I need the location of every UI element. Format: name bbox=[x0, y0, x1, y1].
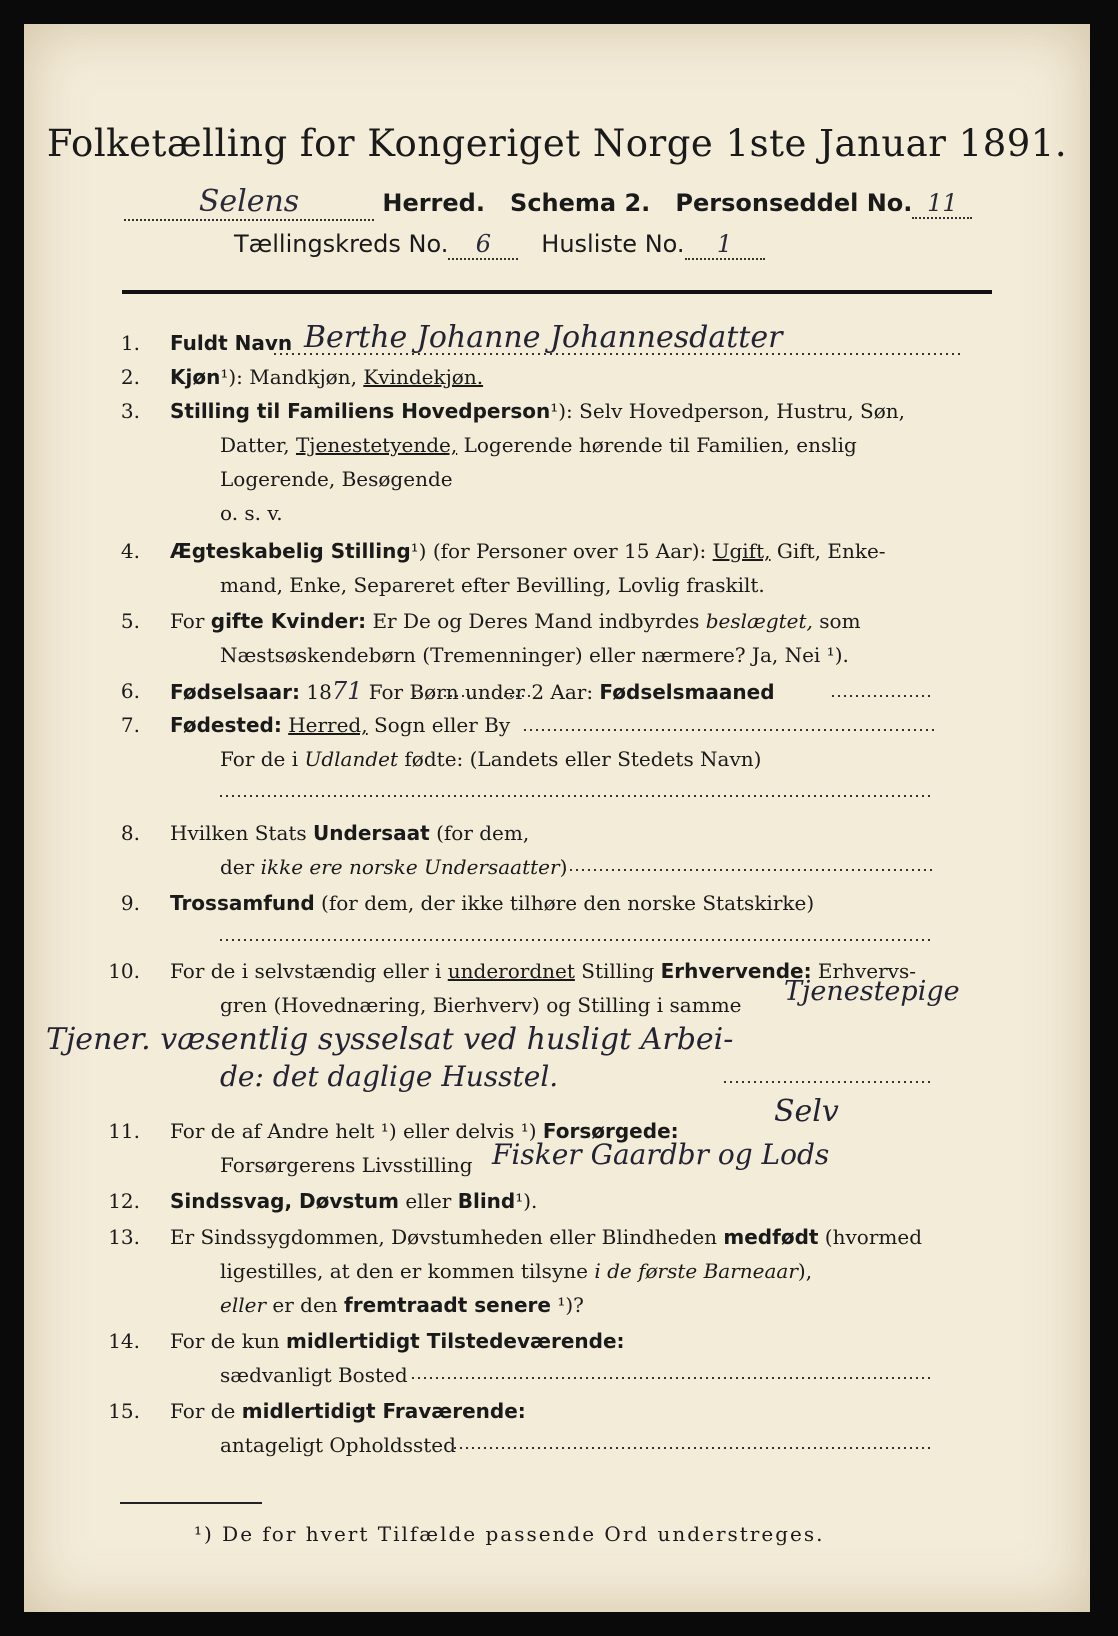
taellingskreds-label: Tællingskreds No. bbox=[234, 230, 449, 258]
footnote: ¹) De for hvert Tilfælde passende Ord understreges. bbox=[194, 1522, 825, 1546]
dotted-leaders bbox=[24, 24, 1090, 1612]
gender-selected: Kvindekjøn. bbox=[363, 365, 484, 389]
herred-label: Herred. bbox=[382, 189, 485, 217]
supported-value: Selv bbox=[774, 1094, 839, 1129]
herred-value: Selens bbox=[198, 184, 300, 219]
personseddel-no: 11 bbox=[927, 189, 958, 217]
marital-selected: Ugift, bbox=[712, 539, 771, 563]
form-title: Folketælling for Kongeriget Norge 1ste Januar 1891. bbox=[46, 122, 1068, 165]
occupation-value-2: Tjener. væsentlig sysselsat ved husligt Arbei- bbox=[46, 1022, 734, 1057]
full-name-value: Berthe Johanne Johannesdatter bbox=[304, 320, 783, 355]
occupation-value-3: de: det daglige Husstel. bbox=[220, 1060, 559, 1093]
husliste-label: Husliste No. bbox=[541, 230, 685, 258]
schema-label: Schema 2. bbox=[510, 189, 651, 217]
provider-occupation-value: Fisker Gaardbr og Lods bbox=[492, 1138, 830, 1171]
husliste-no: 1 bbox=[716, 230, 733, 258]
census-form: Folketælling for Kongeriget Norge 1ste Januar 1891. Selens Herred. Schema 2. Personseddel No. 11 Tællingskreds No. 6 Husliste No. 1 1. Fuldt Navn Berthe Johanne Johannesdatter 2. Kjøn¹): Mandkjøn, Kvindekjøn. 3. Stilling til Familiens Hovedperson¹): Selv Hovedperson, Hustru, Søn, Datter, Tjenestetyende, Logerende hørende til Familien, enslig Logerende, Besøgende o. s. v. 4. Ægteskabelig Stilling¹) (for Personer over 15 Aar): Ugift, Gift, Enke- mand, Enke, Separeret efter Bevilling, Lovlig fraskilt. 5. For gifte Kvinder: Er De og Deres Mand indbyrdes beslægtet, som Næstsøskendebørn (Tremenninger) eller nærmere? Ja, Nei ¹). 6. Fødselsaar: 1871 For Børn under 2 Aar: Fødselsmaaned 7. Fødested: Herred, Sogn eller By For de i Udlandet fødte: (Landets eller Stedets Navn) 8. Hvilken Stats Undersaat (for dem, der ikke ere norske Undersaatter) 9. Trossamfund (for dem, der ikke tilhøre den norske Statskirke) 10. For de i selvstændig eller i underordnet Stilling Erhvervende: Erhvervs- gren (Hovednæring, Bierhverv) og Stilling i samme Tjenestepige Tjener. væsentlig sysselsat ved husligt Arbei- de: det daglige Husstel. 11. For de af Andre helt ¹) eller delvis ¹) Forsørgede: Selv Forsørgerens Livsstilling Fisker Gaardbr og Lods 12. Sindssvag, Døvstum eller Blind¹). 13. Er Sindssygdommen, Døvstumheden eller Blindheden medfødt (hvormed ligestilles, at den er kommen tilsyne i de første Barneaar), eller er den fremtraadt senere ¹)? 14. For de kun midlertidigt Tilstedeværende: sædvanligt Bosted 15. For de midlertidigt Fraværende: antageligt Opholdssted ¹) De for hvert Tilfælde passende Ord understreges. bbox=[24, 24, 1090, 1612]
full-name-label: Fuldt Navn bbox=[170, 331, 293, 355]
birth-year-value: 71 bbox=[331, 677, 363, 705]
birthplace-selected: Herred, bbox=[288, 713, 368, 737]
position-selected: Tjenestetyende, bbox=[295, 433, 458, 457]
personseddel-label: Personseddel No. bbox=[675, 189, 913, 217]
occupation-value-1: Tjenestepige bbox=[784, 976, 960, 1007]
taellingskreds-no: 6 bbox=[475, 230, 492, 258]
